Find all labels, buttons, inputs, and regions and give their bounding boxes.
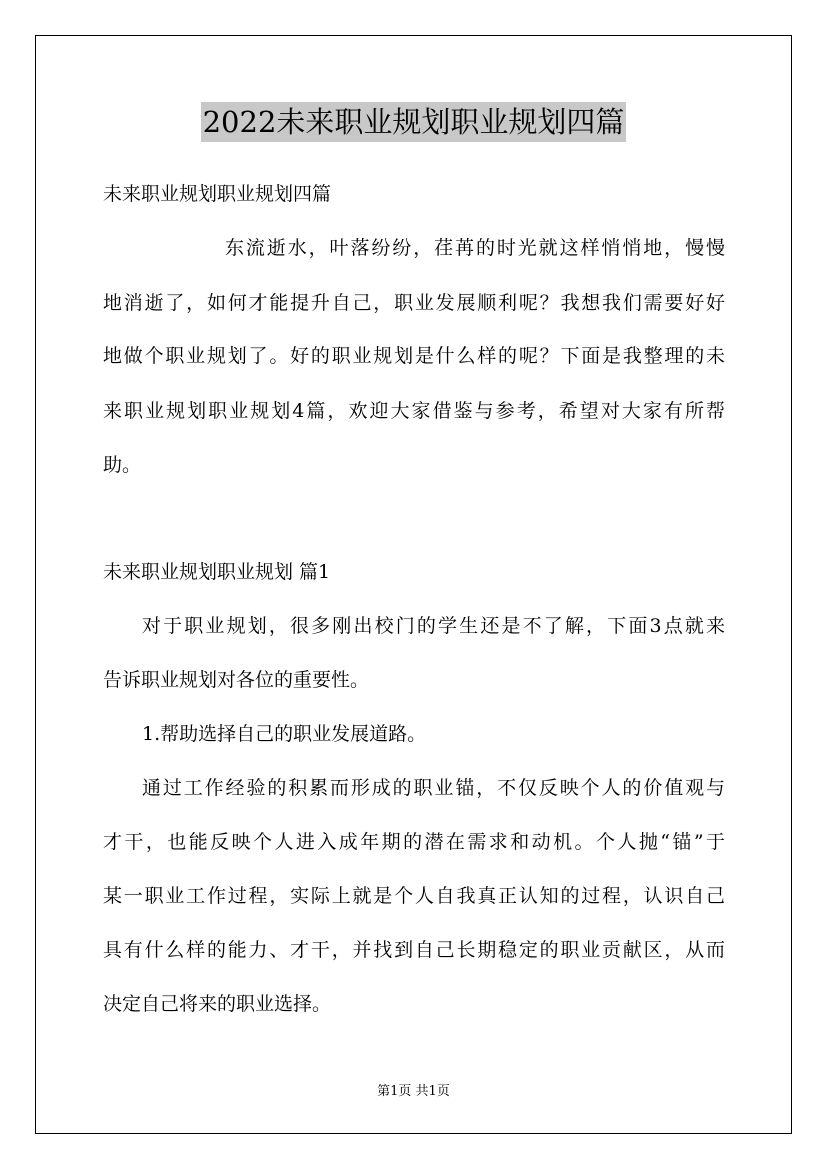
section-heading: 未来职业规划职业规划 篇1 [103,561,331,583]
intro-line-2: 地消逝了，如何才能提升自己，职业发展顺利呢？我想我们需要好好 [103,292,725,314]
section-line-6: 某一职业工作过程，实际上就是个人自我真正认知的过程，认识自己 [103,885,725,907]
title-container [0,102,827,142]
document-title: 2022未来职业规划职业规划四篇 [201,102,627,142]
section-line-7: 具有什么样的能力、才干，并找到自己长期稳定的职业贡献区，从而 [103,939,725,961]
section-line-2: 告诉职业规划对各位的重要性。 [103,669,370,691]
intro-line-5: 助。 [103,454,142,476]
intro-line-3: 地做个职业规划了。好的职业规划是什么样的呢？下面是我整理的未 [103,345,725,367]
section-line-5: 才干，也能反映个人进入成年期的潜在需求和动机。个人抛“锚”于 [103,831,725,853]
intro-line-1: 东流逝水，叶落纷纷，荏苒的时光就这样悄悄地，慢慢 [225,237,725,259]
section-line-8: 决定自己将来的职业选择。 [103,993,332,1015]
section-line-4: 通过工作经验的积累而形成的职业锚，不仅反映个人的价值观与 [142,777,725,799]
page-footer: 第1页 共1页 [377,1084,450,1099]
section-line-1: 对于职业规划，很多刚出校门的学生还是不了解，下面3点就来 [142,615,725,637]
intro-line-4: 来职业规划职业规划4篇，欢迎大家借鉴与参考，希望对大家有所帮 [103,400,725,422]
section-line-3: 1.帮助选择自己的职业发展道路。 [142,723,427,745]
document-subtitle: 未来职业规划职业规划四篇 [103,183,332,205]
